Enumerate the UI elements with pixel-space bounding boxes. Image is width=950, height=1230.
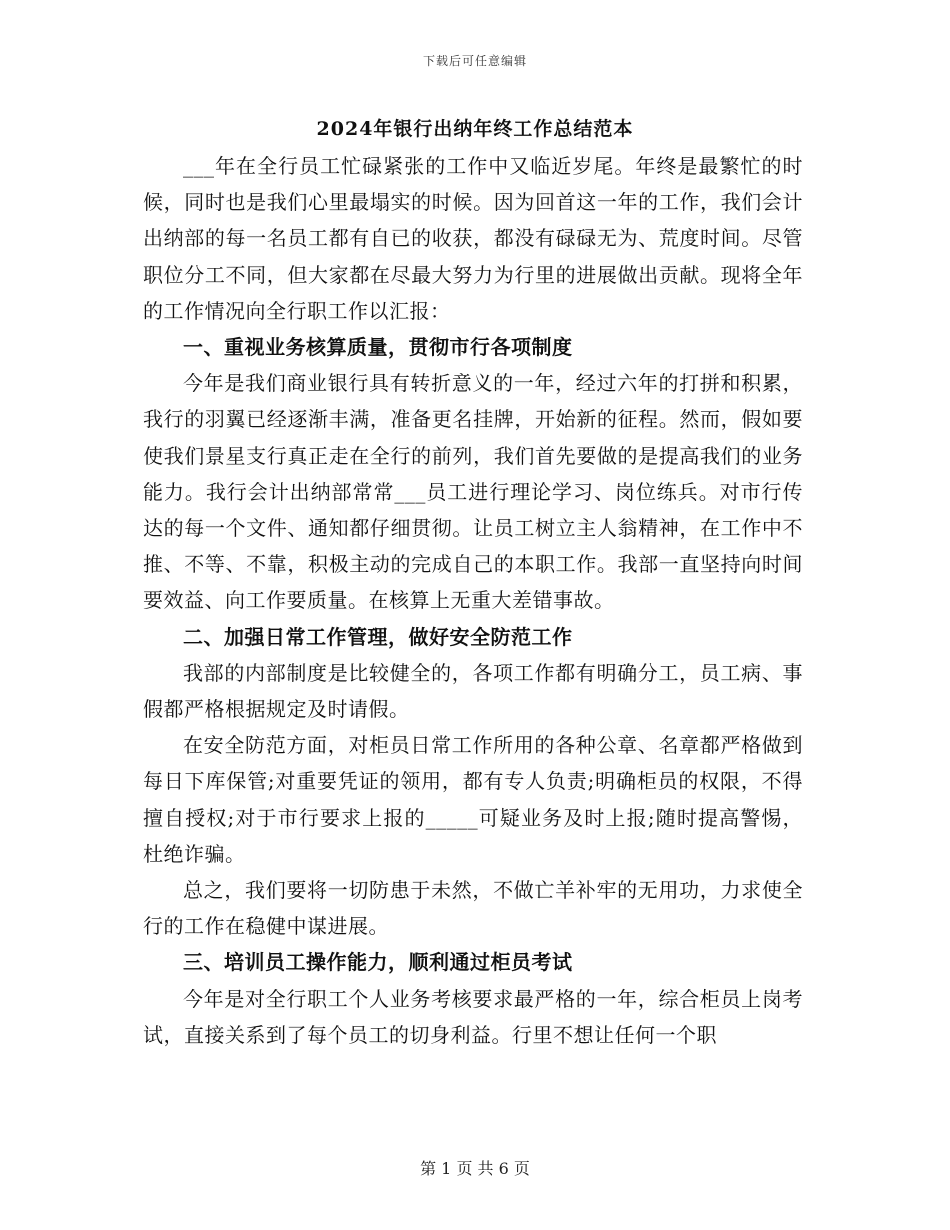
body-paragraph: 我部的内部制度是比较健全的，各项工作都有明确分工，员工病、事假都严格根据规定及时请假。 <box>143 660 803 722</box>
body-paragraph: 今年是对全行职工个人业务考核要求最严格的一年，综合柜员上岗考试，直接关系到了每个员工的切身利益。行里不想让任何一个职 <box>143 986 803 1047</box>
document-title: 2024年银行出纳年终工作总结范本 <box>316 118 634 140</box>
header-note: 下载后可任意编辑 <box>422 54 527 68</box>
body-paragraph: 在安全防范方面，对柜员日常工作所用的各种公章、名章都严格做到每日下库保管;对重要凭证的领用，都有专人负责;明确柜员的权限，不得擅自授权;对于市行要求上报的_____可疑业务及时上报;随时提高警惕，杜绝诈骗。 <box>143 733 803 866</box>
body-paragraph: 总之，我们要将一切防患于未然，不做亡羊补牢的无用功，力求使全行的工作在稳健中谋进展。 <box>143 878 803 939</box>
section-heading: 一、重视业务核算质量，贯彻市行各项制度 <box>183 335 573 360</box>
page-number-footer: 第 1 页 共 6 页 <box>420 1159 530 1178</box>
body-paragraph: ___年在全行员工忙碌紧张的工作中又临近岁尾。年终是最繁忙的时候，同时也是我们心里最塌实的时候。因为回首这一年的工作，我们会计出纳部的每一名员工都有自已的收获，都没有碌碌无为、荒度时间。尽管职位分工不同，但大家都在尽最大努力为行里的进展做出贡献。现将全年的工作情况向全行职工作以汇报： <box>143 154 803 323</box>
section-heading: 三、培训员工操作能力，顺利通过柜员考试 <box>183 950 573 975</box>
body-paragraph: 今年是我们商业银行具有转折意义的一年，经过六年的打拼和积累，我行的羽翼已经逐渐丰满，准备更名挂牌，开始新的征程。然而，假如要使我们景星支行真正走在全行的前列，我们首先要做的是提高我们的业务能力。我行会计出纳部常常___员工进行理论学习、岗位练兵。对市行传达的每一个文件、通知都仔细贯彻。让员工树立主人翁精神，在工作中不推、不等、不靠，积极主动的完成自己的本职工作。我部一直坚持向时间要效益、向工作要质量。在核算上无重大差错事故。 <box>143 371 803 613</box>
document-body <box>143 148 803 1053</box>
section-heading: 二、加强日常工作管理，做好安全防范工作 <box>183 624 573 649</box>
